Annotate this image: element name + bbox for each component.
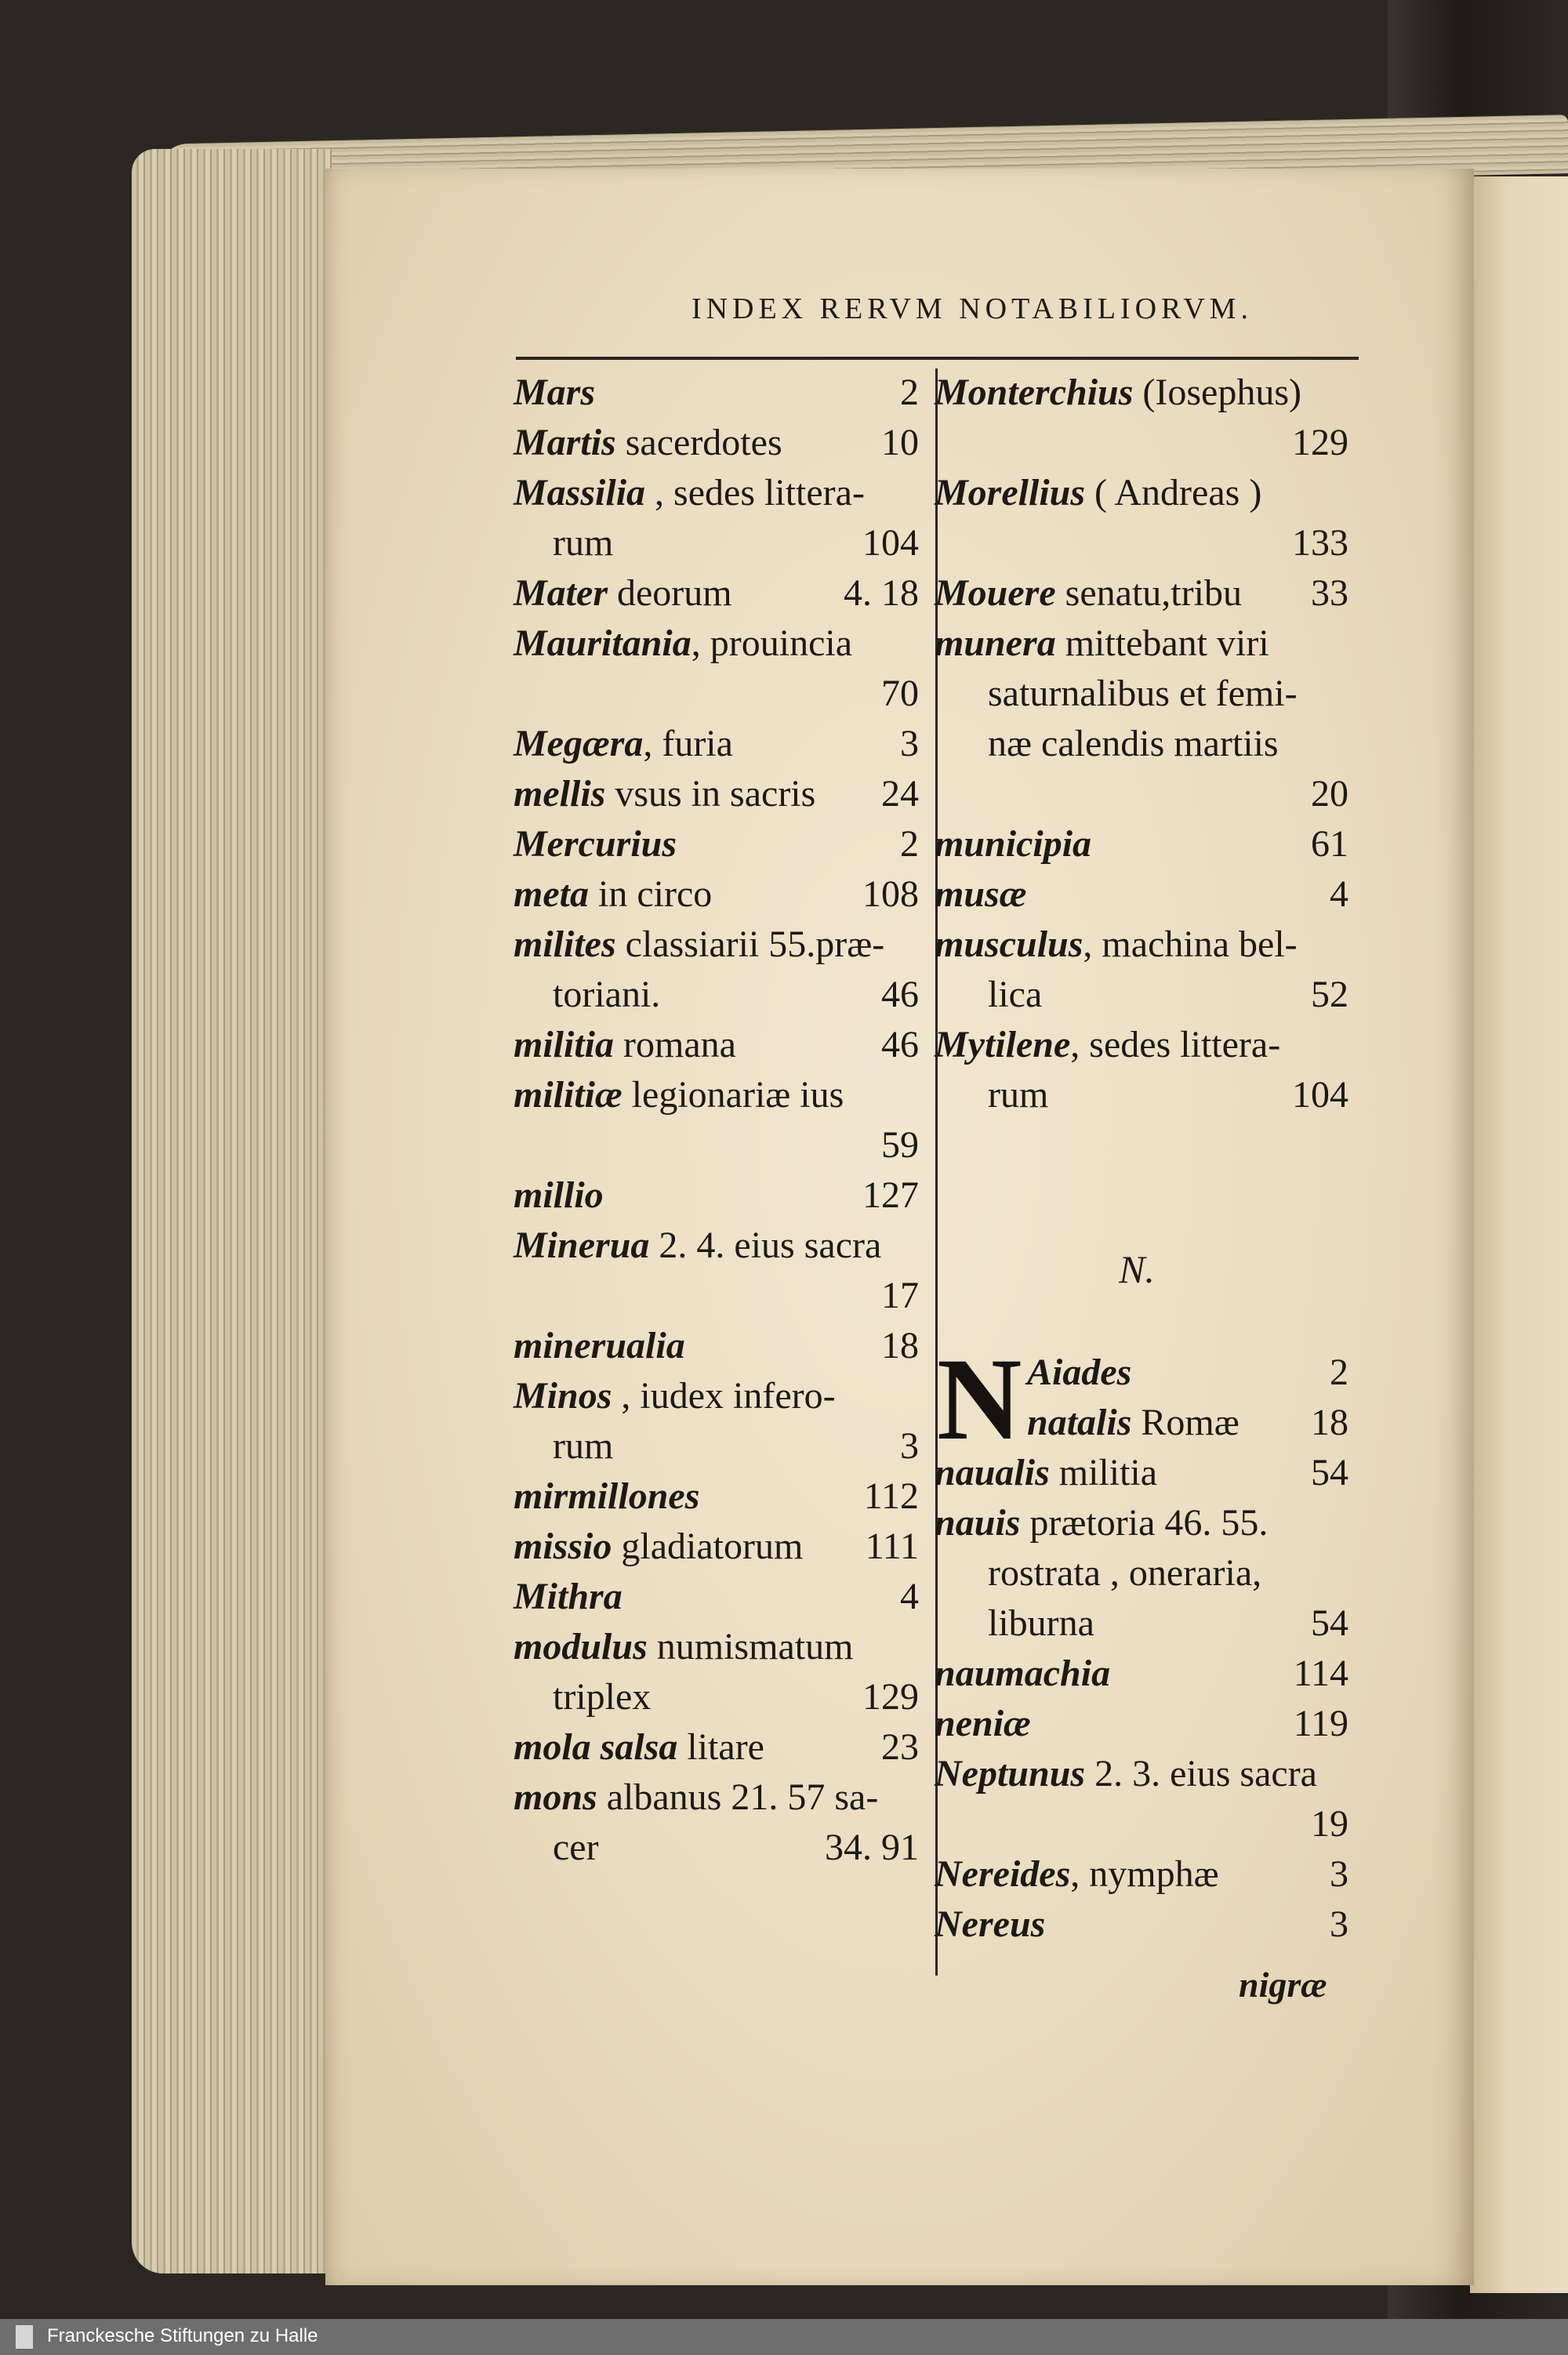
running-header: INDEX RERVM NOTABILIORVM. [691, 292, 1254, 325]
index-entry [514, 1117, 925, 1167]
entry-page-number: 114 [1293, 1653, 1348, 1694]
index-entry [925, 1696, 1348, 1746]
entry-page-number: 54 [1311, 1602, 1348, 1644]
index-entry [925, 1017, 1348, 1067]
entry-page-number: 19 [1311, 1803, 1348, 1845]
entry-headword: nauis [935, 1502, 1021, 1544]
entry-page-number: 18 [881, 1325, 919, 1366]
entry-headword: Mercurius [514, 823, 677, 865]
entry-description: ( Andreas ) [1085, 472, 1262, 513]
entry-page-number: 2 [900, 372, 919, 413]
index-entry [514, 1619, 925, 1669]
entry-page-number: 133 [1292, 522, 1348, 564]
drop-cap-letter: N [937, 1334, 1022, 1464]
index-entry [514, 1418, 925, 1468]
entry-description: (Iosephus) [1133, 372, 1302, 413]
index-entry [514, 716, 925, 766]
entry-description: lica [988, 974, 1043, 1015]
entry-description: albanus 21. 57 sa- [597, 1776, 879, 1818]
entry-page-number: 61 [1311, 823, 1348, 865]
index-entry [925, 1595, 1348, 1646]
index-entry [925, 766, 1348, 816]
entry-text [514, 1625, 853, 1668]
index-entry [925, 1545, 1348, 1595]
index-entry [514, 1067, 925, 1117]
index-entry [514, 1268, 925, 1318]
entry-text [514, 471, 865, 514]
entry-description: , machina bel- [1083, 923, 1298, 965]
entry-text [514, 1525, 803, 1568]
index-entry [925, 1495, 1348, 1545]
entry-text [514, 1224, 881, 1267]
index-entry [925, 615, 1348, 666]
entry-description: litare [677, 1726, 764, 1768]
entry-text [514, 1023, 736, 1066]
entry-description: , prouincia [691, 622, 853, 664]
section-heading-n: N. [1119, 1247, 1155, 1291]
entry-description: , sedes littera- [645, 472, 865, 513]
index-entry [514, 1669, 925, 1719]
entry-text [935, 873, 1026, 916]
entry-description: toriani. [553, 974, 661, 1015]
entry-page-number: 3 [1330, 1903, 1348, 1945]
entry-text [935, 572, 1242, 615]
entry-headword: missio [514, 1526, 612, 1567]
entry-headword: Nereides [935, 1853, 1071, 1895]
entry-text [514, 1575, 622, 1618]
entry-description: , iudex infero- [612, 1375, 836, 1417]
entry-headword: musæ [935, 873, 1027, 915]
index-entry [925, 1344, 1348, 1395]
index-entry [925, 967, 1348, 1017]
entry-headword: munera [935, 622, 1056, 664]
entry-headword: naumachia [935, 1653, 1111, 1694]
entry-description: senatu,tribu [1055, 572, 1242, 614]
index-entry [925, 365, 1348, 415]
index-entry [514, 816, 925, 866]
entry-headword: Monterchius [935, 372, 1134, 413]
entry-text [514, 772, 815, 815]
index-entry [925, 1746, 1348, 1796]
entry-page-number: 23 [881, 1726, 919, 1768]
index-entry [514, 1820, 925, 1870]
entry-description: , sedes littera- [1070, 1024, 1281, 1065]
index-entry [514, 365, 925, 415]
entry-text [514, 1776, 878, 1819]
entry-text [514, 923, 884, 966]
index-entry [925, 465, 1348, 515]
entry-text [514, 822, 677, 865]
entry-description: rum [988, 1074, 1049, 1116]
entry-description: saturnalibus et femi- [988, 673, 1298, 714]
index-column-right-m [925, 365, 1348, 1117]
entry-page-number: 17 [881, 1275, 919, 1316]
entry-text [553, 1826, 599, 1869]
entry-headword: Aiades [1027, 1352, 1132, 1393]
entry-headword: milites [514, 923, 616, 965]
institution-logo-icon [16, 2325, 33, 2349]
entry-headword: Mauritania [514, 622, 691, 664]
entry-headword: Mouere [935, 572, 1056, 614]
entry-text [988, 1602, 1094, 1645]
entry-description: sacerdotes [615, 422, 782, 463]
entry-page-number: 2 [900, 823, 919, 865]
entry-page-number: 127 [862, 1174, 919, 1216]
entry-text [514, 1073, 844, 1116]
index-entry [514, 1569, 925, 1619]
entry-text [935, 1852, 1219, 1896]
entry-text [935, 471, 1261, 514]
entry-text [553, 521, 613, 564]
index-entry [925, 916, 1348, 967]
index-entry [514, 465, 925, 515]
entry-page-number: 3 [900, 723, 919, 764]
entry-headword: Massilia [514, 472, 646, 513]
entry-headword: natalis [1027, 1402, 1132, 1443]
entry-description: vsus in sacris [605, 773, 816, 815]
entry-text [514, 722, 733, 765]
entry-page-number: 20 [1311, 773, 1348, 815]
index-entry [514, 1468, 925, 1519]
index-entry [514, 1368, 925, 1418]
index-entry [514, 615, 925, 666]
entry-headword: Mars [514, 372, 596, 413]
entry-text [935, 1652, 1110, 1695]
entry-description: cer [553, 1827, 599, 1868]
entry-text [988, 1073, 1048, 1116]
entry-page-number: 4. 18 [844, 572, 919, 614]
entry-text [988, 672, 1298, 715]
index-entry [514, 1769, 925, 1820]
entry-headword: modulus [514, 1626, 648, 1667]
index-entry [514, 415, 925, 465]
entry-description: Romæ [1131, 1402, 1240, 1443]
entry-headword: Mytilene [935, 1024, 1071, 1065]
entry-text [935, 822, 1091, 865]
entry-headword: meta [514, 873, 589, 915]
entry-description: numismatum [647, 1626, 854, 1667]
entry-headword: Minos [514, 1375, 612, 1417]
catchword: nigræ [1239, 1965, 1327, 2005]
entry-headword: mirmillones [514, 1475, 700, 1517]
entry-headword: mons [514, 1776, 597, 1818]
entry-description: rostrata , oneraria, [988, 1552, 1262, 1594]
index-column-right-n [925, 1334, 1348, 1947]
entry-text [514, 1374, 836, 1417]
entry-page-number: 34. 91 [825, 1827, 919, 1868]
entry-page-number: 54 [1311, 1452, 1348, 1493]
entry-text [514, 572, 732, 615]
entry-headword: Mithra [514, 1576, 622, 1617]
entry-description: 2. 4. eius sacra [649, 1225, 882, 1266]
entry-description: næ calendis martiis [988, 723, 1279, 764]
entry-description: legionariæ ius [622, 1074, 844, 1116]
index-entry [514, 1017, 925, 1067]
entry-description: deorum [608, 572, 732, 614]
index-entry [925, 1395, 1348, 1445]
entry-headword: militia [514, 1024, 615, 1065]
entry-text [935, 923, 1298, 966]
index-entry [514, 766, 925, 816]
entry-headword: Megæra [514, 723, 644, 764]
entry-description: rum [553, 1425, 614, 1467]
entry-text [1027, 1351, 1131, 1394]
entry-description: gladiatorum [612, 1526, 804, 1567]
index-entry [925, 816, 1348, 866]
entry-headword: millio [514, 1174, 604, 1216]
entry-text [514, 1475, 699, 1518]
entry-page-number: 59 [881, 1124, 919, 1166]
index-entry [514, 1719, 925, 1769]
index-entry [514, 866, 925, 916]
entry-text [935, 1903, 1045, 1946]
entry-text [988, 973, 1042, 1016]
entry-headword: Neptunus [935, 1753, 1086, 1794]
entry-description: liburna [988, 1602, 1094, 1644]
entry-page-number: 104 [1292, 1074, 1348, 1116]
entry-page-number: 104 [862, 522, 919, 564]
entry-description: rum [553, 522, 614, 564]
entry-page-number: 4 [900, 1576, 919, 1617]
entry-description: romana [614, 1024, 736, 1065]
entry-description: prætoria 46. 55. [1020, 1502, 1269, 1544]
entry-page-number: 70 [881, 673, 919, 714]
entry-page-number: 129 [1292, 422, 1348, 463]
footer-credit: Franckesche Stiftungen zu Halle [47, 2325, 318, 2346]
entry-text [553, 1675, 651, 1718]
header-rule [516, 357, 1359, 360]
entry-description: , furia [643, 723, 733, 764]
entry-page-number: 24 [881, 773, 919, 815]
entry-headword: mola salsa [514, 1726, 678, 1768]
entry-page-number: 52 [1311, 974, 1348, 1015]
entry-headword: naualis [935, 1452, 1050, 1493]
index-entry [925, 1067, 1348, 1117]
entry-text [935, 1501, 1268, 1544]
index-entry [514, 916, 925, 967]
entry-headword: Morellius [935, 472, 1086, 513]
entry-text [935, 1752, 1317, 1795]
entry-headword: Mater [514, 572, 608, 614]
footer-bar [0, 2319, 1568, 2355]
entry-page-number: 112 [863, 1475, 919, 1517]
facing-page [1470, 176, 1568, 2293]
entry-headword: mellis [514, 773, 606, 815]
entry-text [988, 722, 1279, 765]
entry-headword: neniæ [935, 1703, 1031, 1744]
index-entry [925, 1445, 1348, 1495]
index-entry [514, 565, 925, 615]
entry-text [935, 1702, 1031, 1745]
entry-page-number: 33 [1311, 572, 1348, 614]
entry-text [1027, 1401, 1240, 1444]
entry-page-number: 2 [1330, 1352, 1348, 1393]
entry-text [514, 1725, 764, 1769]
index-entry [925, 515, 1348, 565]
index-entry [925, 1796, 1348, 1846]
index-entry [514, 1318, 925, 1368]
entry-description: militia [1049, 1452, 1158, 1493]
index-entry [925, 666, 1348, 716]
entry-text [935, 1451, 1157, 1494]
entry-page-number: 111 [865, 1526, 919, 1567]
entry-text [514, 421, 782, 464]
entry-text [514, 622, 852, 665]
entry-page-number: 3 [900, 1425, 919, 1467]
entry-text [514, 873, 712, 916]
entry-text [988, 1551, 1261, 1595]
entry-headword: musculus [935, 923, 1083, 965]
entry-page-number: 10 [881, 422, 919, 463]
entry-text [514, 371, 595, 414]
entry-page-number: 3 [1330, 1853, 1348, 1895]
index-entry [925, 1646, 1348, 1696]
entry-text [514, 1174, 604, 1217]
entry-text [935, 1023, 1280, 1066]
index-entry [514, 967, 925, 1017]
entry-headword: minerualia [514, 1325, 685, 1366]
entry-page-number: 18 [1311, 1402, 1348, 1443]
entry-headword: militiæ [514, 1074, 622, 1116]
entry-description: classiarii 55.præ- [615, 923, 885, 965]
index-entry [514, 1217, 925, 1268]
entry-page-number: 108 [862, 873, 919, 915]
entry-description: 2. 3. eius sacra [1085, 1753, 1317, 1794]
entry-headword: Nereus [935, 1903, 1046, 1945]
entry-text [935, 371, 1301, 414]
entry-text [553, 973, 660, 1016]
entry-page-number: 119 [1293, 1703, 1348, 1744]
index-entry [925, 866, 1348, 916]
entry-headword: Martis [514, 422, 616, 463]
entry-headword: municipia [935, 823, 1092, 865]
entry-page-number: 46 [881, 1024, 919, 1065]
index-entry [925, 716, 1348, 766]
index-entry [925, 1896, 1348, 1947]
entry-page-number: 129 [862, 1676, 919, 1718]
page-edges-left [132, 149, 332, 2273]
index-entry [514, 1519, 925, 1569]
index-entry [925, 565, 1348, 615]
entry-page-number: 4 [1330, 873, 1348, 915]
entry-page-number: 46 [881, 974, 919, 1015]
index-entry [514, 1167, 925, 1217]
entry-headword: Minerua [514, 1225, 650, 1266]
entry-description: mittebant viri [1055, 622, 1269, 664]
entry-text [514, 1324, 685, 1367]
index-entry [514, 515, 925, 565]
index-entry [514, 666, 925, 716]
index-entry [925, 1846, 1348, 1896]
entry-text [935, 622, 1269, 665]
entry-description: in circo [588, 873, 713, 915]
index-entry [925, 415, 1348, 465]
index-column-left [514, 365, 925, 1870]
entry-text [553, 1424, 613, 1468]
entry-description: triplex [553, 1676, 652, 1718]
entry-description: , nymphæ [1070, 1853, 1219, 1895]
